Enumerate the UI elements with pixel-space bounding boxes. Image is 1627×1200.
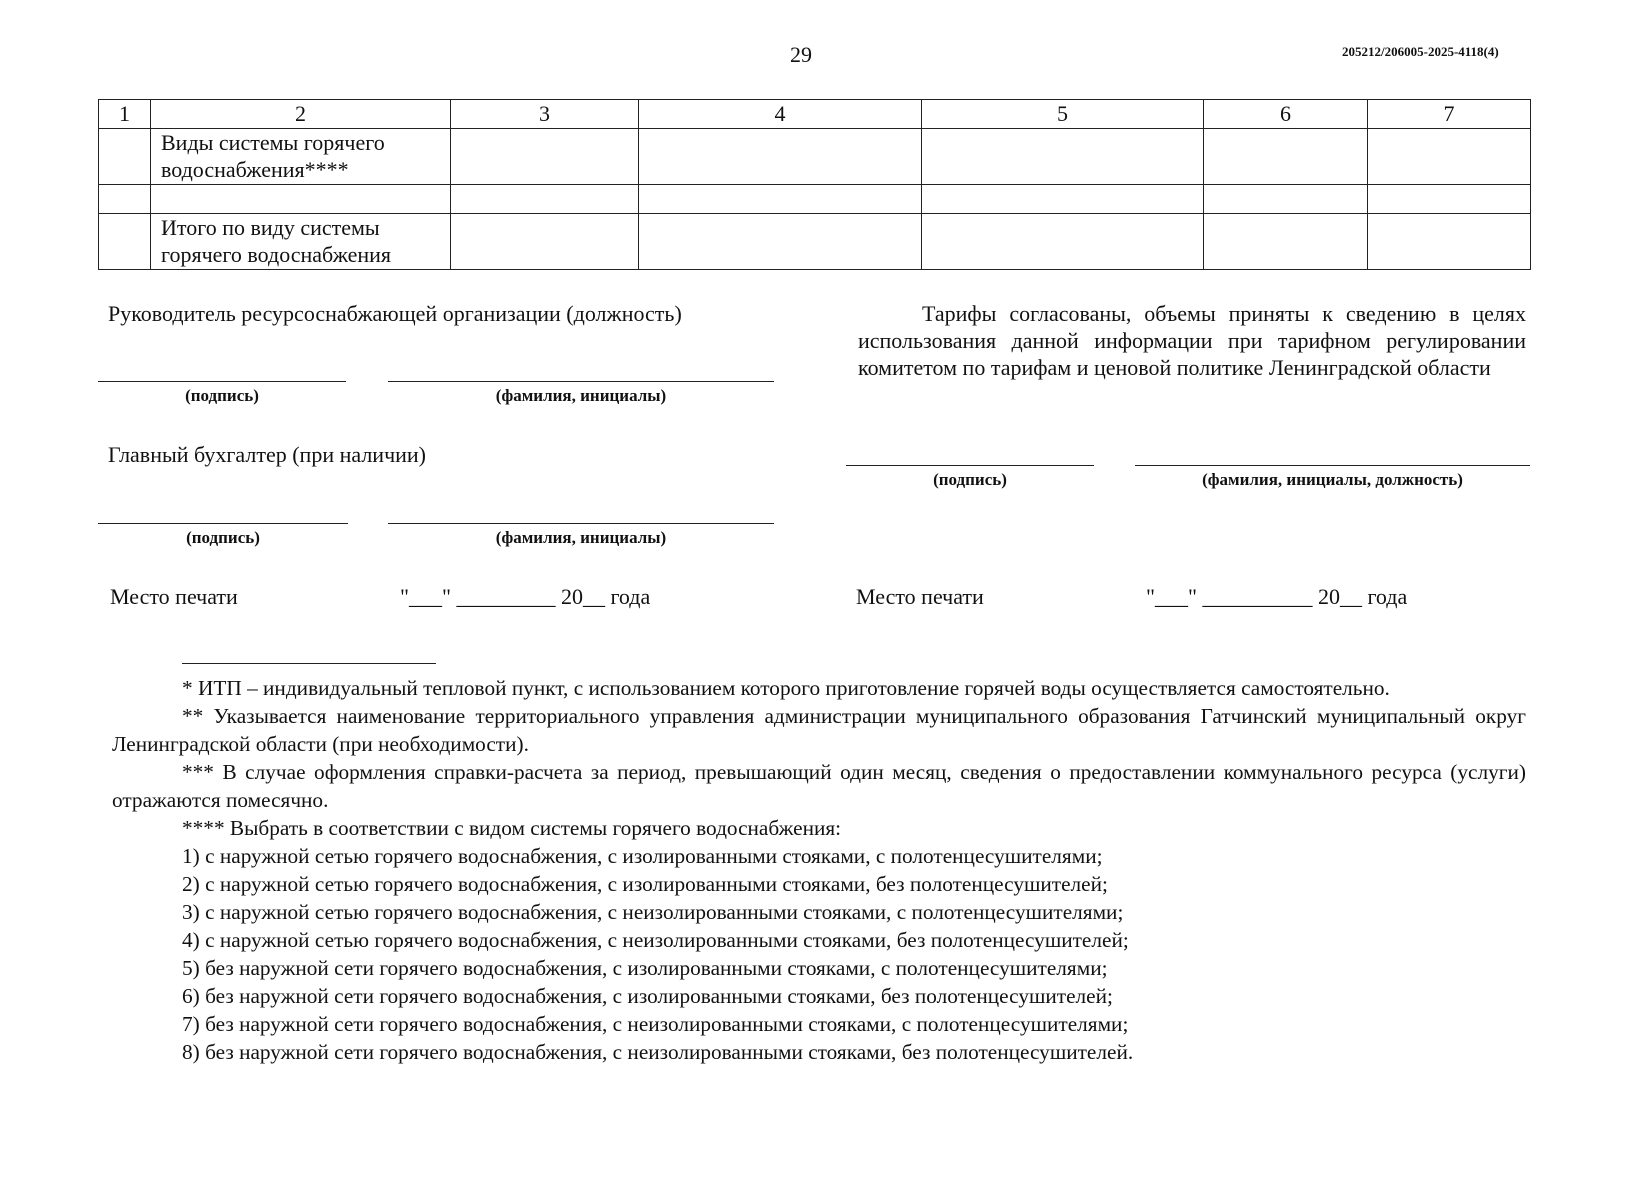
list-item: 4) с наружной сетью горячего водоснабжения, с неизолированными стояками, без полотенцесушителей; [182,928,1129,952]
table-cell [99,214,151,270]
column-header: 4 [639,100,922,129]
table-cell [922,214,1204,270]
row-label: Виды системы горячего водоснабжения**** [151,129,451,185]
table-cell [99,129,151,185]
row-label: Итого по виду системы горячего водоснабжения [151,214,451,270]
list-item: 2) с наружной сетью горячего водоснабжения, с изолированными стояками, без полотенцесушителей; [182,872,1108,896]
signature-line [98,381,346,382]
table-header-row [99,100,1531,129]
list-item: 6) без наружной сети горячего водоснабжения, с изолированными стояками, без полотенцесушителей; [182,984,1113,1008]
table-cell [1368,129,1531,185]
list-item: 7) без наружной сети горячего водоснабжения, с неизолированными стояками, с полотенцесушителями; [182,1012,1129,1036]
table-cell [99,185,151,214]
footnote: *** В случае оформления справки-расчета за период, превышающий один месяц, сведения о предоставлении коммунального ресурса (услуги) отражаются помесячно. [112,760,1526,812]
table-row [99,185,1531,214]
row-label [151,185,451,214]
signature-caption: (подпись) [933,470,1007,489]
table-cell [451,185,639,214]
approval-text: Тарифы согласованы, объемы приняты к сведению в целях использования данной информации при тарифном регулировании комитетом по тарифам и ценовой политике Ленинградской области [858,301,1526,380]
list-item: 3) с наружной сетью горячего водоснабжения, с неизолированными стояками, с полотенцесушителями; [182,900,1124,924]
column-header: 2 [151,100,451,129]
name-line [388,381,774,382]
table-row [99,214,1531,270]
table-cell [922,129,1204,185]
date-field: "___" __________ 20__ года [1146,584,1408,609]
signature-line [98,523,348,524]
page-number: 29 [790,42,812,67]
name-line [1135,465,1530,466]
list-item: 5) без наружной сети горячего водоснабжения, с изолированными стояками, с полотенцесушителями; [182,956,1108,980]
table-cell [1368,214,1531,270]
document-reference: 205212/206005-2025-4118(4) [1342,44,1499,59]
column-header: 5 [922,100,1204,129]
name-caption: (фамилия, инициалы) [495,386,667,405]
column-header: 7 [1368,100,1531,129]
signature-caption: (подпись) [186,528,260,547]
table-row [99,129,1531,185]
footnotes [112,674,1526,1066]
column-header: 1 [99,100,151,129]
footnote: ** Указывается наименование территориального управления администрации муниципального образования Гатчинский муниципальный округ Ленинградской области (при необходимости). [112,704,1526,756]
footnote: * ИТП – индивидуальный тепловой пункт, с использованием которого приготовление горячей воды осуществляется самостоятельно. [182,676,1390,700]
footnote: **** Выбрать в соответствии с видом системы горячего водоснабжения: [182,816,842,840]
table-cell [639,214,922,270]
footnote-separator [182,663,436,664]
stamp-label: Место печати [110,584,238,609]
head-title: Руководитель ресурсоснабжающей организации (должность) [108,301,682,326]
name-caption: (фамилия, инициалы, должность) [1202,470,1463,489]
data-table [98,99,1531,270]
signature-line [846,465,1094,466]
table-cell [922,185,1204,214]
table-cell [1204,214,1368,270]
table-cell [1204,185,1368,214]
table-cell [451,214,639,270]
table-cell [451,129,639,185]
table-cell [639,129,922,185]
table-cell [1204,129,1368,185]
column-header: 3 [451,100,639,129]
column-header: 6 [1204,100,1368,129]
name-line [388,523,774,524]
accountant-title: Главный бухгалтер (при наличии) [108,442,427,467]
date-field: "___" _________ 20__ года [400,584,651,609]
table-cell [1368,185,1531,214]
list-item: 1) с наружной сетью горячего водоснабжения, с изолированными стояками, с полотенцесушителями; [182,844,1103,868]
name-caption: (фамилия, инициалы) [495,528,667,547]
stamp-label: Место печати [856,584,984,609]
signature-caption: (подпись) [185,386,259,405]
table-cell [639,185,922,214]
list-item: 8) без наружной сети горячего водоснабжения, с неизолированными стояками, без полотенцесушителей. [182,1040,1134,1064]
